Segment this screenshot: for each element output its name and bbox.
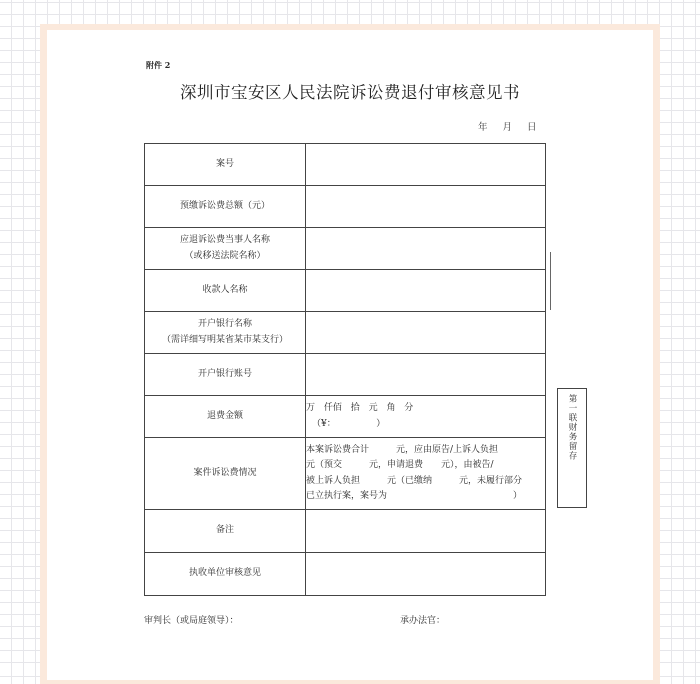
value-bank-account[interactable] bbox=[306, 354, 546, 396]
side-stub-text: 第一联财务留存 bbox=[567, 394, 577, 461]
case-fee-line: 被上诉人负担 元（已缴纳 元，未履行部分 bbox=[306, 475, 523, 486]
label-line: 执收单位审核意见 bbox=[188, 568, 261, 579]
label-line: 预缴诉讼费总额（元） bbox=[179, 200, 270, 211]
label-bank-name bbox=[145, 312, 306, 354]
signature-presiding-judge: 审判长（或局庭领导）： bbox=[144, 616, 239, 626]
label-case-number bbox=[145, 144, 306, 186]
value-case-fee-status[interactable] bbox=[306, 438, 546, 510]
value-review-opinion[interactable] bbox=[306, 553, 546, 596]
label-line: 退费金额 bbox=[206, 410, 243, 421]
table-row bbox=[145, 553, 546, 596]
label-line: 备注 bbox=[215, 525, 234, 536]
value-refund-amount[interactable] bbox=[306, 396, 546, 438]
date-line: 年 月 日 bbox=[478, 122, 537, 133]
label-line: （或移送法院名称） bbox=[184, 250, 266, 261]
value-case-number[interactable] bbox=[306, 144, 546, 186]
value-prepaid-total[interactable] bbox=[306, 186, 546, 228]
binding-edge-mark bbox=[550, 252, 551, 310]
label-line: （需详细写明某省某市某支行） bbox=[161, 334, 288, 345]
table-row bbox=[145, 312, 546, 354]
value-remarks[interactable] bbox=[306, 510, 546, 553]
label-refund-party bbox=[145, 228, 306, 270]
amount-units-line: 万 仟佰 拾 元 角 分 bbox=[306, 403, 414, 414]
label-review-opinion bbox=[145, 553, 306, 596]
label-line: 案号 bbox=[215, 158, 234, 169]
side-stub bbox=[557, 388, 587, 508]
refund-form-table bbox=[144, 143, 546, 596]
label-refund-amount bbox=[145, 396, 306, 438]
label-line: 收款人名称 bbox=[202, 284, 248, 295]
table-row bbox=[145, 270, 546, 312]
table-row bbox=[145, 228, 546, 270]
value-refund-party[interactable] bbox=[306, 228, 546, 270]
label-line: 开户银行名称 bbox=[197, 319, 252, 330]
label-prepaid-total bbox=[145, 186, 306, 228]
table-row bbox=[145, 186, 546, 228]
label-case-fee-status bbox=[145, 438, 306, 510]
table-row bbox=[145, 510, 546, 553]
label-line: 应退诉讼费当事人名称 bbox=[179, 235, 270, 246]
label-line: 案件诉讼费情况 bbox=[193, 467, 257, 478]
label-remarks bbox=[145, 510, 306, 553]
table-row bbox=[145, 354, 546, 396]
signature-handling-judge: 承办法官： bbox=[400, 616, 446, 626]
table-row bbox=[145, 438, 546, 510]
document-title: 深圳市宝安区人民法院诉讼费退付审核意见书 bbox=[180, 83, 520, 102]
amount-yen-line: （¥： ） bbox=[312, 418, 386, 429]
value-bank-name[interactable] bbox=[306, 312, 546, 354]
label-line: 开户银行账号 bbox=[197, 368, 252, 379]
case-fee-line: 已立执行案，案号为 ） bbox=[306, 490, 523, 501]
value-payee[interactable] bbox=[306, 270, 546, 312]
attachment-label: 附件 2 bbox=[146, 60, 171, 70]
case-fee-line: 本案诉讼费合计 元，应由原告/上诉人负担 bbox=[306, 444, 499, 455]
table-row bbox=[145, 144, 546, 186]
case-fee-line: 元（预交 元，申请退费 元），由被告/ bbox=[306, 460, 494, 471]
table-row bbox=[145, 396, 546, 438]
label-payee bbox=[145, 270, 306, 312]
label-bank-account bbox=[145, 354, 306, 396]
